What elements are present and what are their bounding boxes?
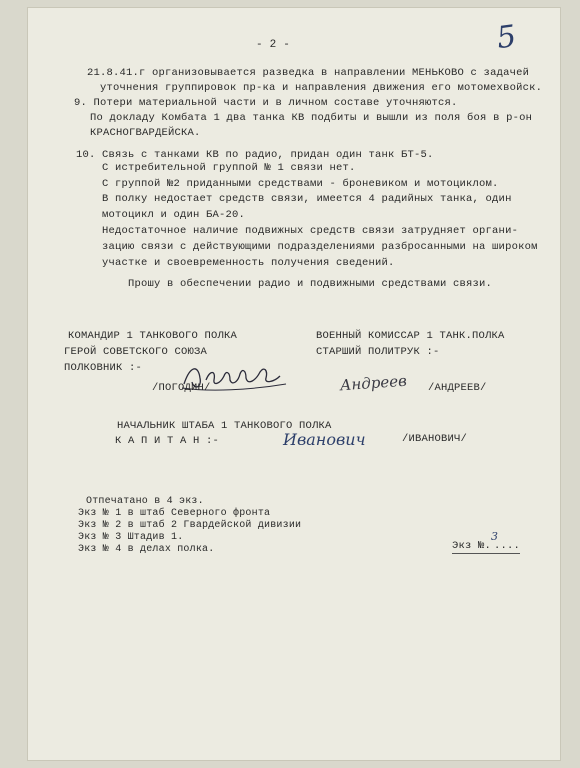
distribution-line: Отпечатано в 4 экз.	[86, 496, 204, 507]
page-number: - 2 -	[256, 39, 291, 51]
distribution-line: Экз № 3 Штадив 1.	[78, 532, 184, 543]
distribution-line: Экз № 4 в делах полка.	[78, 544, 215, 555]
text-line: 21.8.41.г организовывается разведка в направлении МЕНЬКОВО с задачей	[87, 67, 530, 79]
commander-name: /ПОГОДИН/	[152, 382, 211, 394]
commander-title: КОМАНДИР 1 ТАНКОВОГО ПОЛКА	[68, 330, 238, 342]
text-line: Прошу в обеспечении радио и подвижными средствами связи.	[128, 278, 493, 290]
copy-number-label: Экз №.	[452, 540, 492, 552]
text-line: Недостаточное наличие подвижных средств связи затрудняет органи-	[102, 225, 519, 237]
chief-of-staff-name: /ИВАНОВИЧ/	[402, 433, 468, 445]
commissar-name: /АНДРЕЕВ/	[428, 382, 487, 394]
chief-of-staff-handwritten-signature: Иванович	[283, 430, 366, 449]
distribution-line: Экз № 1 в штаб Северного фронта	[78, 508, 271, 519]
text-line: участке и своевременность получения сведений.	[102, 257, 395, 269]
chief-of-staff-rank: К А П И Т А Н :-	[115, 435, 220, 447]
text-line: КРАСНОГВАРДЕЙСКА.	[90, 127, 201, 139]
commissar-rank: СТАРШИЙ ПОЛИТРУК :-	[316, 346, 440, 358]
copy-number-handwritten: 3	[491, 530, 498, 543]
text-line: С истребительной группой № 1 связи нет.	[102, 162, 356, 174]
commissar-title: ВОЕННЫЙ КОМИССАР 1 ТАНК.ПОЛКА	[316, 330, 505, 342]
handwritten-page-number: 5	[494, 18, 519, 57]
text-line: В полку недостает средств связи, имеется 4 радийных танка, один	[102, 193, 512, 205]
text-line: С группой №2 приданными средствами - броневиком и мотоциклом.	[102, 178, 499, 190]
underline	[452, 553, 520, 554]
distribution-line: Экз № 2 в штаб 2 Гвардейской дивизии	[78, 520, 302, 531]
text-line: мотоцикл и один БА-20.	[102, 209, 246, 221]
text-line: зацию связи с действующими подразделениями разбросанными на широком	[102, 241, 538, 253]
text-line: 9. Потери материальной части и в личном составе уточняются.	[74, 97, 458, 109]
text-line: По докладу Комбата 1 два танка КВ подбиты и вышли из поля боя в р-он	[90, 112, 533, 124]
text-line: 10. Связь с танками КВ по радио, придан один танк БТ-5.	[76, 149, 434, 161]
commander-rank: ПОЛКОВНИК :-	[64, 362, 143, 374]
copy-number-dots: ....	[494, 540, 521, 552]
text-line: уточнения группировок пр-ка и направления движения его мотомехвойск.	[100, 82, 543, 94]
commander-hero-title: ГЕРОЙ СОВЕТСКОГО СОЮЗА	[64, 346, 208, 358]
chief-of-staff-title: НАЧАЛЬНИК ШТАБА 1 ТАНКОВОГО ПОЛКА	[117, 420, 332, 432]
commissar-handwritten-signature: Андреев	[339, 371, 408, 395]
